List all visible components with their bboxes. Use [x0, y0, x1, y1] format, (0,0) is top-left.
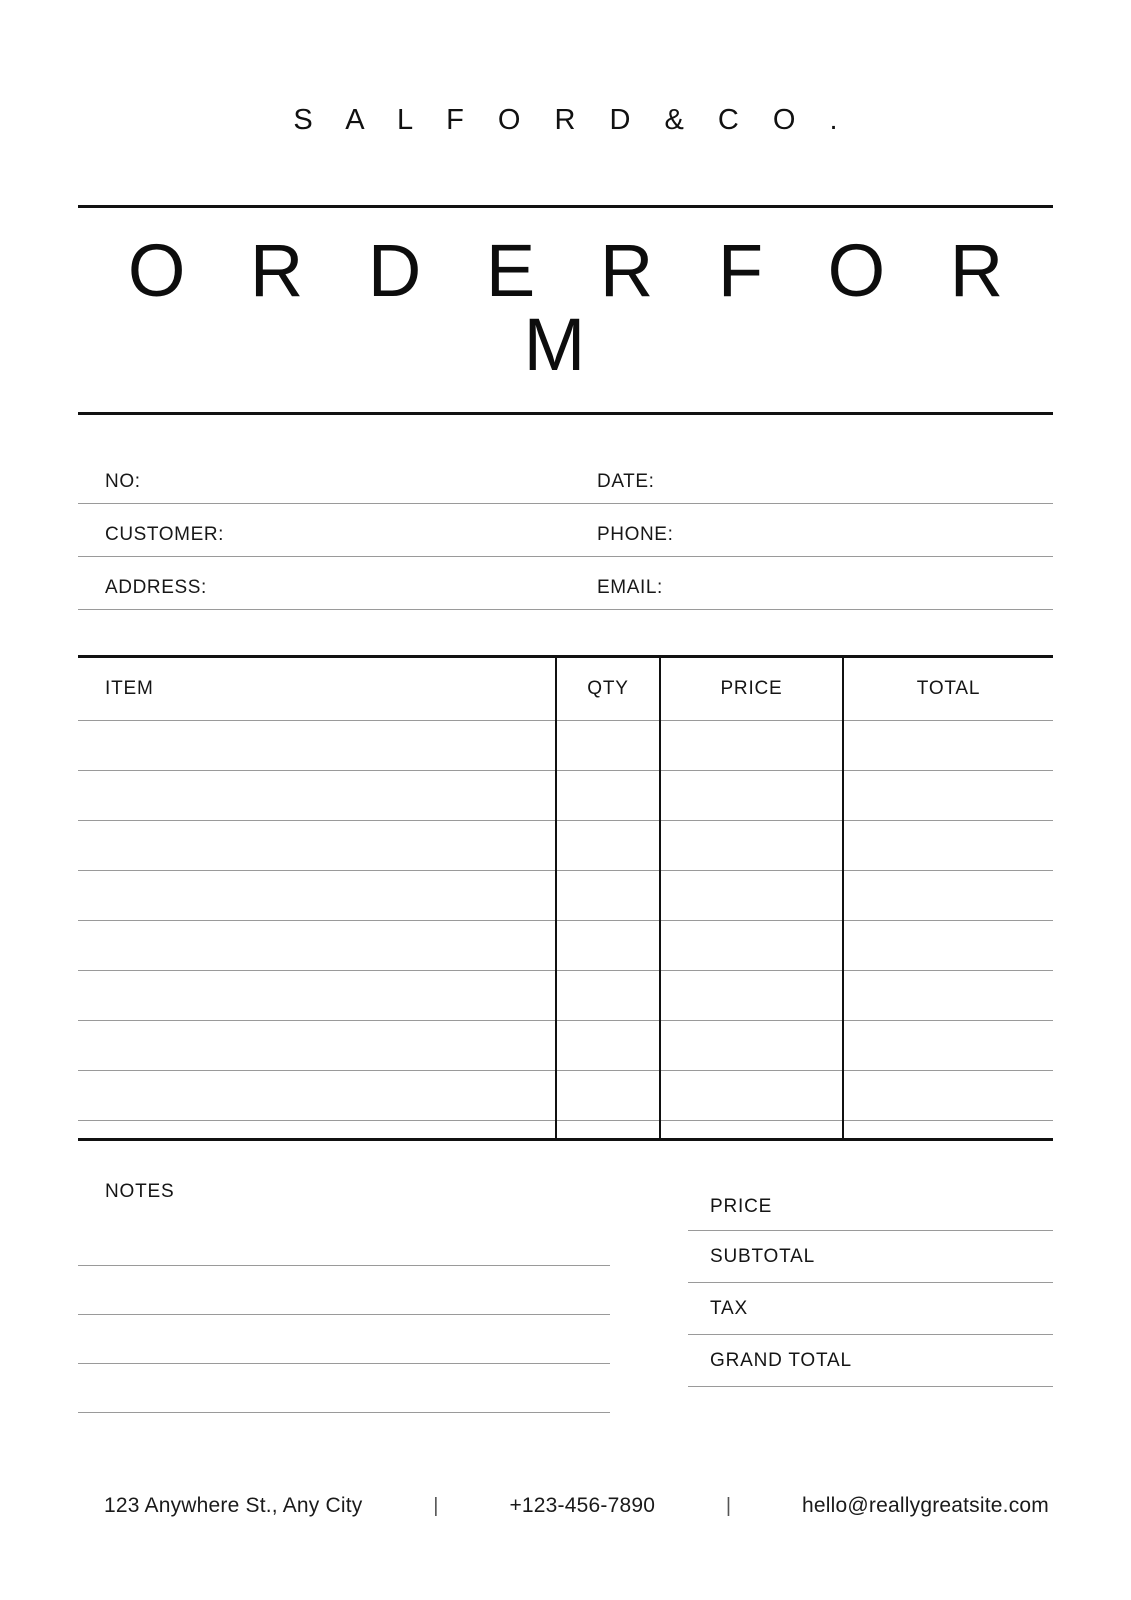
- cell-total[interactable]: [843, 770, 1053, 820]
- notes-line[interactable]: [78, 1217, 610, 1266]
- notes-line[interactable]: [78, 1315, 610, 1364]
- bottom-section: [78, 1181, 1053, 1413]
- table-row: [78, 1020, 1053, 1070]
- cell-qty[interactable]: [556, 1020, 660, 1070]
- column-header-qty: QTY: [556, 658, 660, 720]
- cell-price[interactable]: [660, 1020, 843, 1070]
- cell-item[interactable]: [78, 1070, 556, 1120]
- table-row: [78, 820, 1053, 870]
- meta-fields: [78, 451, 1053, 610]
- cell-qty[interactable]: [556, 1070, 660, 1120]
- cell-qty-spacer: [556, 1120, 660, 1138]
- page-title: O R D E R F O R M: [127, 229, 1026, 386]
- column-header-total: TOTAL: [843, 658, 1053, 720]
- totals-label-subtotal: SUBTOTAL: [710, 1245, 815, 1267]
- cell-item[interactable]: [78, 1020, 556, 1070]
- column-header-item: ITEM: [78, 658, 556, 720]
- footer-separator-1: |: [433, 1494, 439, 1517]
- table-header-row: [78, 658, 1053, 720]
- field-date[interactable]: DATE:: [597, 471, 655, 492]
- cell-item[interactable]: [78, 870, 556, 920]
- field-phone[interactable]: PHONE:: [597, 524, 674, 545]
- cell-qty[interactable]: [556, 870, 660, 920]
- field-email[interactable]: EMAIL:: [597, 577, 663, 598]
- field-customer[interactable]: CUSTOMER:: [105, 524, 225, 545]
- cell-qty[interactable]: [556, 820, 660, 870]
- footer-phone: +123-456-7890: [509, 1494, 656, 1517]
- cell-price[interactable]: [660, 920, 843, 970]
- cell-qty[interactable]: [556, 770, 660, 820]
- field-address[interactable]: ADDRESS:: [105, 577, 207, 598]
- cell-item[interactable]: [78, 820, 556, 870]
- cell-qty[interactable]: [556, 970, 660, 1020]
- totals-section: [688, 1181, 1053, 1413]
- meta-row-no-date: [78, 451, 1053, 504]
- table-row: [78, 870, 1053, 920]
- table-row: [78, 720, 1053, 770]
- items-table-wrapper: [78, 655, 1053, 1141]
- cell-total-spacer: [843, 1120, 1053, 1138]
- cell-total[interactable]: [843, 920, 1053, 970]
- cell-price[interactable]: [660, 1070, 843, 1120]
- notes-line[interactable]: [78, 1364, 610, 1413]
- totals-row-tax[interactable]: [688, 1283, 1053, 1335]
- cell-price[interactable]: [660, 970, 843, 1020]
- items-table: [78, 658, 1053, 1138]
- totals-row-subtotal[interactable]: [688, 1231, 1053, 1283]
- field-no[interactable]: NO:: [105, 471, 141, 492]
- cell-item[interactable]: [78, 970, 556, 1020]
- totals-label-grand-total: GRAND TOTAL: [710, 1349, 852, 1371]
- totals-row-price[interactable]: [688, 1181, 1053, 1231]
- cell-total[interactable]: [843, 720, 1053, 770]
- column-header-price: PRICE: [660, 658, 843, 720]
- totals-row-grand-total[interactable]: [688, 1335, 1053, 1387]
- cell-total[interactable]: [843, 870, 1053, 920]
- meta-row-customer-phone: [78, 504, 1053, 557]
- table-row: [78, 920, 1053, 970]
- footer-separator-2: |: [725, 1494, 732, 1517]
- cell-item[interactable]: [78, 920, 556, 970]
- totals-label-price: PRICE: [710, 1196, 773, 1217]
- table-row: [78, 970, 1053, 1020]
- cell-item[interactable]: [78, 770, 556, 820]
- cell-qty[interactable]: [556, 720, 660, 770]
- notes-line[interactable]: [78, 1266, 610, 1315]
- meta-row-address-email: [78, 557, 1053, 610]
- totals-label-tax: TAX: [710, 1297, 748, 1319]
- cell-price[interactable]: [660, 720, 843, 770]
- cell-item[interactable]: [78, 720, 556, 770]
- cell-price-spacer: [660, 1120, 843, 1138]
- cell-price[interactable]: [660, 870, 843, 920]
- company-name: S A L F O R D & C O .: [293, 104, 851, 136]
- footer-email: hello@reallygreatsite.com: [802, 1494, 1049, 1517]
- cell-total[interactable]: [843, 1070, 1053, 1120]
- cell-total[interactable]: [843, 970, 1053, 1020]
- cell-total[interactable]: [843, 1020, 1053, 1070]
- table-row: [78, 1070, 1053, 1120]
- cell-price[interactable]: [660, 820, 843, 870]
- table-row: [78, 770, 1053, 820]
- footer: [78, 1494, 1053, 1518]
- cell-total[interactable]: [843, 820, 1053, 870]
- title-block: [78, 205, 1053, 415]
- notes-title: NOTES: [105, 1181, 175, 1202]
- notes-section: [78, 1181, 610, 1413]
- cell-item-spacer: [78, 1120, 556, 1138]
- footer-address: 123 Anywhere St., Any City: [104, 1494, 363, 1517]
- cell-qty[interactable]: [556, 920, 660, 970]
- table-row-spacer: [78, 1120, 1053, 1138]
- cell-price[interactable]: [660, 770, 843, 820]
